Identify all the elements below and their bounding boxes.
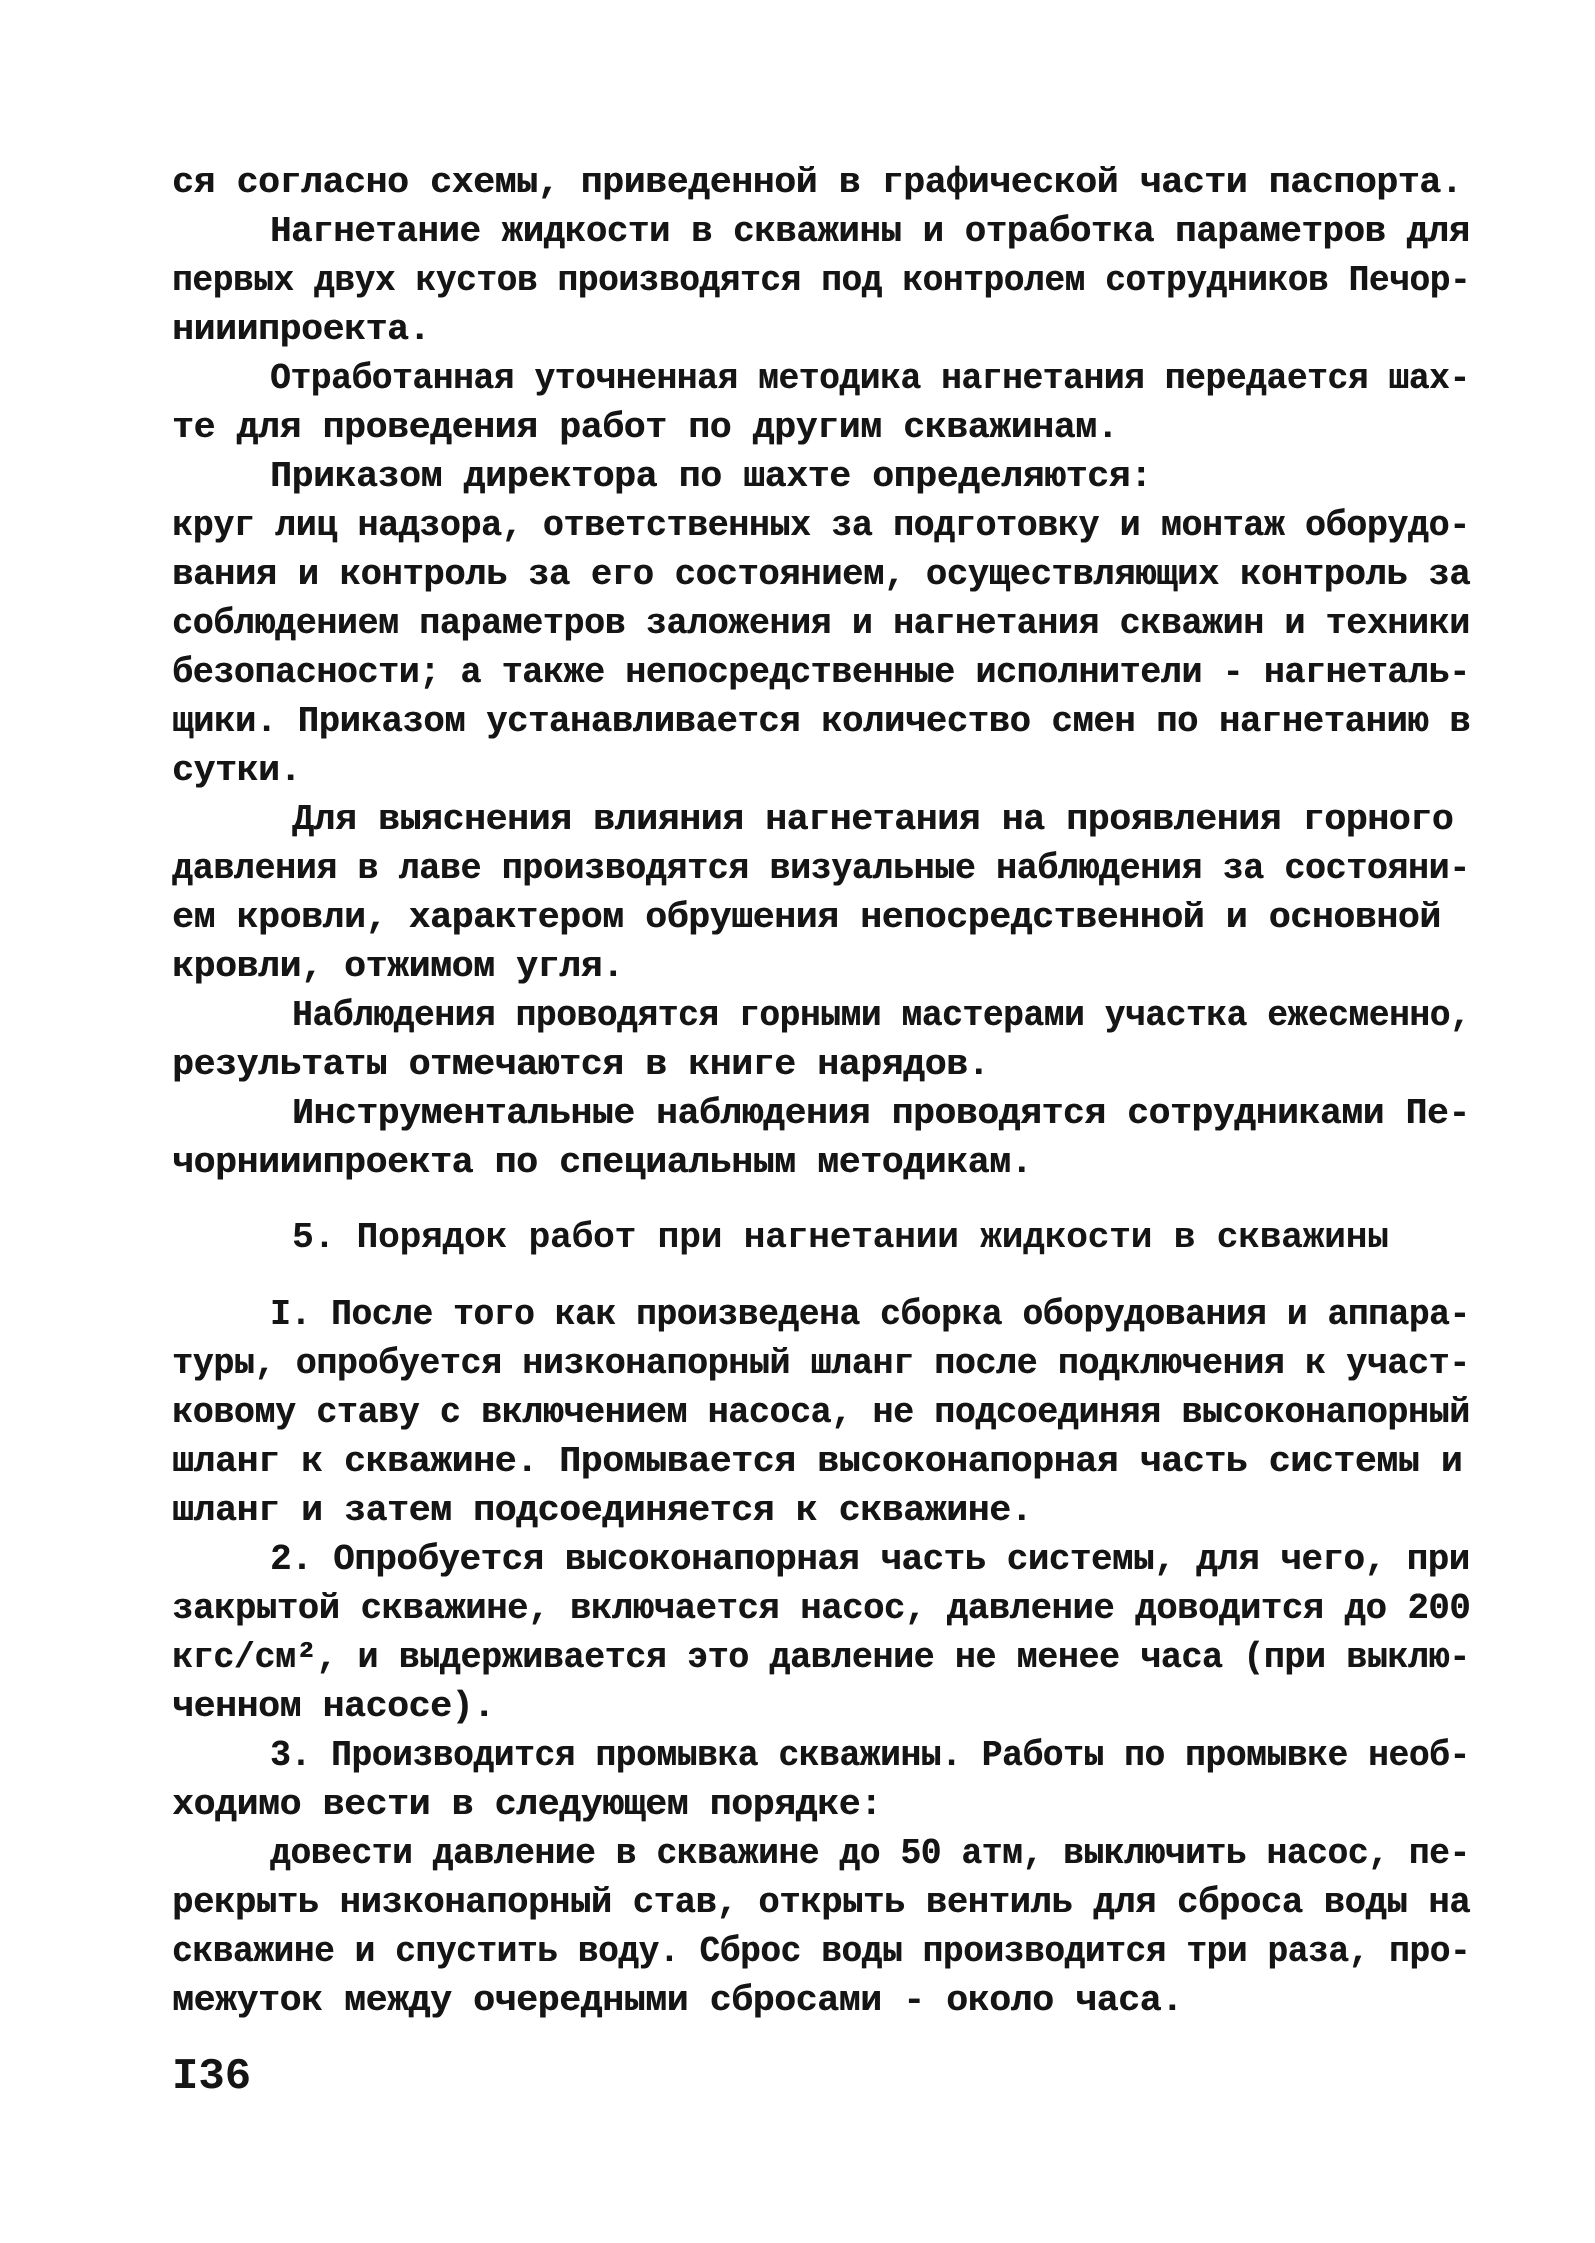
text-line: рекрыть низконапорный став, открыть вентиль для сброса воды на bbox=[172, 1882, 1471, 1923]
text-line: шланг и затем подсоединяется к скважине. bbox=[172, 1490, 1033, 1531]
text-line: щики. Приказом устанавливается количество смен по нагнетанию в bbox=[172, 701, 1471, 742]
text-line: вания и контроль за его состоянием, осуществляющих контроль за bbox=[172, 554, 1471, 595]
text-line: Нагнетание жидкости в скважины и отработка параметров для bbox=[270, 211, 1470, 252]
text-line: безопасности; а также непосредственные исполнители - нагнеталь- bbox=[172, 652, 1470, 693]
text-line: ся согласно схемы, приведенной в графической части паспорта. bbox=[172, 162, 1463, 203]
text-line: те для проведения работ по другим скважинам. bbox=[172, 407, 1119, 448]
text-line: ем кровли, характером обрушения непосредственной и основной bbox=[172, 897, 1441, 938]
section-heading: 5. Порядок работ при нагнетании жидкости в скважины bbox=[292, 1217, 1389, 1258]
text-line: Приказом директора по шахте определяются: bbox=[270, 456, 1152, 497]
text-line: ходимо вести в следующем порядке: bbox=[172, 1784, 882, 1825]
text-line: Отработанная уточненная методика нагнетания передается шах- bbox=[270, 358, 1470, 399]
text-line: кровли, отжимом угля. bbox=[172, 946, 624, 987]
text-line: Инструментальные наблюдения проводятся сотрудниками Пе- bbox=[292, 1093, 1470, 1134]
text-line: 2. Опробуется высоконапорная часть системы, для чего, при bbox=[270, 1539, 1470, 1580]
text-line: первых двух кустов производятся под контролем сотрудников Печор- bbox=[172, 260, 1471, 301]
text-line: давления в лаве производятся визуальные наблюдения за состояни- bbox=[172, 848, 1470, 889]
text-line: чорнииипроекта по специальным методикам. bbox=[172, 1142, 1033, 1183]
text-line: круг лиц надзора, ответственных за подготовку и монтаж оборудо- bbox=[172, 505, 1470, 546]
text-line: соблюдением параметров заложения и нагнетания скважин и техники bbox=[172, 603, 1470, 644]
text-line: ченном насосе). bbox=[172, 1686, 495, 1727]
text-line: нииипроекта. bbox=[172, 309, 431, 350]
text-line: 3. Производится промывка скважины. Работы по промывке необ- bbox=[270, 1735, 1470, 1776]
text-line: довести давление в скважине до 50 атм, выключить насос, пе- bbox=[270, 1833, 1470, 1874]
text-line: Наблюдения проводятся горными мастерами участка ежесменно, bbox=[292, 995, 1471, 1036]
text-line: сутки. bbox=[172, 750, 302, 791]
text-line: шланг к скважине. Промывается высоконапорная часть системы и bbox=[172, 1441, 1463, 1482]
text-line: межуток между очередными сбросами - около часа. bbox=[172, 1980, 1183, 2021]
text-line: туры, опробуется низконапорный шланг после подключения к участ- bbox=[172, 1343, 1470, 1384]
text-line: результаты отмечаются в книге нарядов. bbox=[172, 1044, 990, 1085]
text-line: ковому ставу с включением насоса, не подсоединяя высоконапорный bbox=[172, 1392, 1470, 1433]
text-line: Для выяснения влияния нагнетания на проявления горного bbox=[292, 799, 1454, 840]
page-number: I36 bbox=[172, 2052, 252, 2102]
text-line: закрытой скважине, включается насос, давление доводится до 200 bbox=[172, 1588, 1471, 1629]
text-line: кгс/см², и выдерживается это давление не менее часа (при выклю- bbox=[172, 1637, 1470, 1678]
text-line: скважине и спустить воду. Сброс воды производится три раза, про- bbox=[172, 1931, 1471, 1972]
text-line: I. После того как произведена сборка оборудования и аппара- bbox=[270, 1294, 1470, 1335]
